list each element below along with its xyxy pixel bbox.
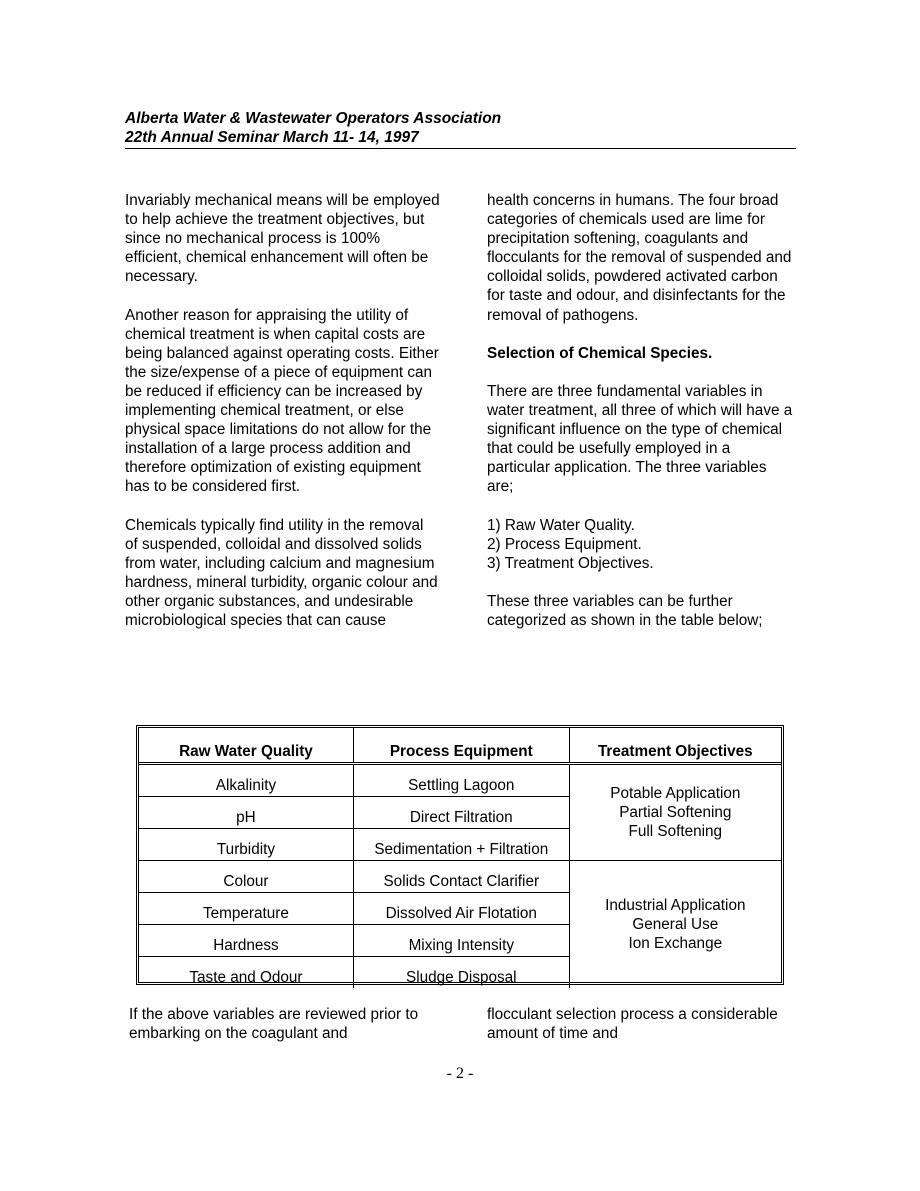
- left-column: [125, 191, 440, 630]
- paragraph-flocculant-selection: flocculant selection process a considerable amount of time and: [487, 1006, 778, 1043]
- equipment-cell: Solids Contact Clarifier: [353, 861, 569, 893]
- table-header-row: [139, 728, 781, 764]
- raw-water-cell: Taste and Odour: [139, 957, 353, 989]
- objectives-group-potable: [569, 764, 781, 861]
- paragraph-mechanical-means: Invariably mechanical means will be employed to help achieve the treatment objectives, but since no mechanical process is 100% efficient, chemical enhancement will often be necessary.: [125, 192, 440, 286]
- list-item: 3) Treatment Objectives.: [487, 554, 654, 572]
- equipment-cell: Sludge Disposal: [353, 957, 569, 989]
- variables-list: [487, 516, 797, 573]
- paragraph-table-intro: These three variables can be further categorized as shown in the table below;: [487, 592, 763, 630]
- equipment-cell: Dissolved Air Flotation: [353, 893, 569, 925]
- equipment-cell: Direct Filtration: [353, 797, 569, 829]
- header-organization: Alberta Water & Wastewater Operators Association: [125, 110, 502, 127]
- table-row: [139, 861, 781, 893]
- objective-item: Partial Softening: [619, 804, 732, 821]
- raw-water-cell: pH: [139, 797, 353, 829]
- raw-water-cell: Hardness: [139, 925, 353, 957]
- paragraph-fundamental-variables: There are three fundamental variables in water treatment, all three of which will have a significant influence on the type of chemical that could be usefully employed in a particular application. The three variables are;: [487, 382, 793, 496]
- objective-item: Potable Application: [610, 785, 741, 802]
- paragraph-chemical-utility: Chemicals typically find utility in the removal of suspended, colloidal and dissolved solids from water, including calcium and magnesium hardness, mineral turbidity, organic colour and other organic substances, and undesirable microbiological species that can cause: [125, 516, 438, 630]
- header-seminar: 22th Annual Seminar March 11- 14, 1997: [125, 129, 419, 146]
- paragraph-variables-reviewed: If the above variables are reviewed prior to embarking on the coagulant and: [129, 1006, 419, 1043]
- equipment-cell: Settling Lagoon: [353, 764, 569, 797]
- header-process-equipment: Process Equipment: [353, 728, 569, 764]
- raw-water-cell: Colour: [139, 861, 353, 893]
- raw-water-cell: Turbidity: [139, 829, 353, 861]
- paragraph-health-concerns: health concerns in humans. The four broad categories of chemicals used are lime for precipitation softening, coagulants and flocculants for the removal of suspended and colloidal solids, powdered activated carbon for taste and odour, and disinfectants for the removal of pathogens.: [487, 192, 792, 324]
- variables-table: [139, 728, 781, 988]
- right-column: [487, 191, 797, 630]
- running-header: [125, 109, 796, 149]
- list-item: 1) Raw Water Quality.: [487, 516, 635, 534]
- list-item: 2) Process Equipment.: [487, 535, 642, 553]
- section-heading: Selection of Chemical Species.: [487, 344, 713, 362]
- objective-item: Industrial Application: [605, 897, 746, 914]
- raw-water-cell: Temperature: [139, 893, 353, 925]
- equipment-cell: Mixing Intensity: [353, 925, 569, 957]
- paragraph-capital-costs: Another reason for appraising the utility of chemical treatment is when capital costs are being balanced against operating costs. Either the size/expense of a piece of equipment can be reduced if efficiency can be increased by implementing chemical treatment, or else physical space limitations do not allow for the installation of a large process addition and therefore optimization of existing equipment has to be considered first.: [125, 306, 439, 496]
- objective-item: Ion Exchange: [628, 935, 723, 952]
- table-row: [139, 764, 781, 797]
- header-raw-water-quality: Raw Water Quality: [139, 728, 353, 764]
- objective-item: General Use: [632, 916, 719, 933]
- equipment-cell: Sedimentation + Filtration: [353, 829, 569, 861]
- objectives-group-industrial: [569, 861, 781, 989]
- page-number: - 2 -: [446, 1065, 474, 1082]
- header-rule: [125, 148, 796, 149]
- raw-water-cell: Alkalinity: [139, 764, 353, 797]
- objective-item: Full Softening: [628, 823, 723, 840]
- variables-table-frame: [136, 725, 784, 985]
- header-treatment-objectives: Treatment Objectives: [569, 728, 781, 764]
